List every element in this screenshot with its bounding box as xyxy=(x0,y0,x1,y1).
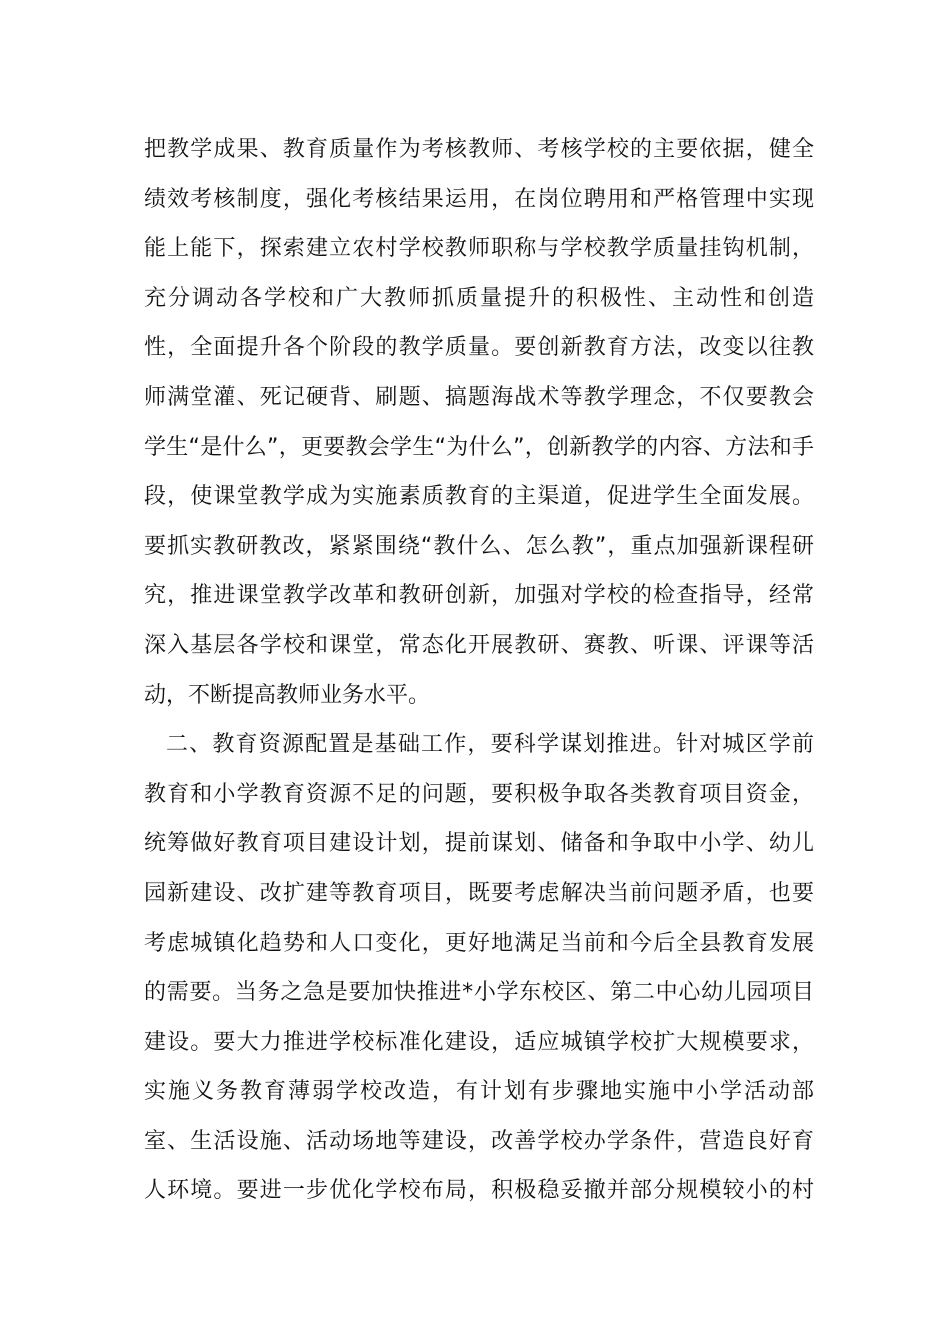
text-line: 统筹做好教育项目建设计划，提前谋划、储备和争取中小学、幼儿 xyxy=(144,831,814,857)
text-line: 把教学成果、教育质量作为考核教师、考核学校的主要依据，健全 xyxy=(144,137,814,162)
text-line: 能上能下，探索建立农村学校教师职称与学校教学质量挂钩机制， xyxy=(144,236,814,262)
text-line: 要抓实教研教改，紧紧围绕“教什么、怎么教”，重点加强新课程研 xyxy=(144,533,814,559)
text-line: 师满堂灌、死记硬背、刷题、搞题海战术等教学理念，不仅要教会 xyxy=(144,384,814,410)
text-line: 充分调动各学校和广大教师抓质量提升的积极性、主动性和创造 xyxy=(144,285,814,311)
text-line: 的需要。当务之急是要加快推进*小学东校区、第二中心幼儿园项目 xyxy=(144,980,814,1006)
body-text xyxy=(144,125,814,1216)
text-line: 园新建设、改扩建等教育项目，既要考虑解决当前问题矛盾，也要 xyxy=(144,880,814,906)
text-line: 教育和小学教育资源不足的问题，要积极争取各类教育项目资金， xyxy=(144,781,814,807)
paragraph-1 xyxy=(144,125,814,720)
text-line: 二、教育资源配置是基础工作，要科学谋划推进。针对城区学前 xyxy=(166,732,814,758)
text-line: 深入基层各学校和课堂，常态化开展教研、赛教、听课、评课等活 xyxy=(144,632,814,658)
text-line: 段，使课堂教学成为实施素质教育的主渠道，促进学生全面发展。 xyxy=(144,484,814,510)
text-line: 考虑城镇化趋势和人口变化，更好地满足当前和今后全县教育发展 xyxy=(144,930,814,956)
text-line: 学生“是什么”，更要教会学生“为什么”，创新教学的内容、方法和手 xyxy=(144,434,814,460)
text-line: 建设。要大力推进学校标准化建设，适应城镇学校扩大规模要求， xyxy=(144,1029,814,1055)
text-line: 绩效考核制度，强化考核结果运用，在岗位聘用和严格管理中实现 xyxy=(144,186,814,212)
text-line: 实施义务教育薄弱学校改造，有计划有步骤地实施中小学活动部 xyxy=(144,1079,814,1105)
text-line: 性，全面提升各个阶段的教学质量。要创新教育方法，改变以往教 xyxy=(144,335,814,361)
paragraph-2 xyxy=(144,720,814,1216)
text-line: 人环境。要进一步优化学校布局，积极稳妥撤并部分规模较小的村 xyxy=(144,1178,814,1204)
text-line: 究，推进课堂教学改革和教研创新，加强对学校的检查指导，经常 xyxy=(144,583,814,609)
text-line: 动，不断提高教师业务水平。 xyxy=(144,682,431,708)
text-line: 室、生活设施、活动场地等建设，改善学校办学条件，营造良好育 xyxy=(144,1128,814,1154)
